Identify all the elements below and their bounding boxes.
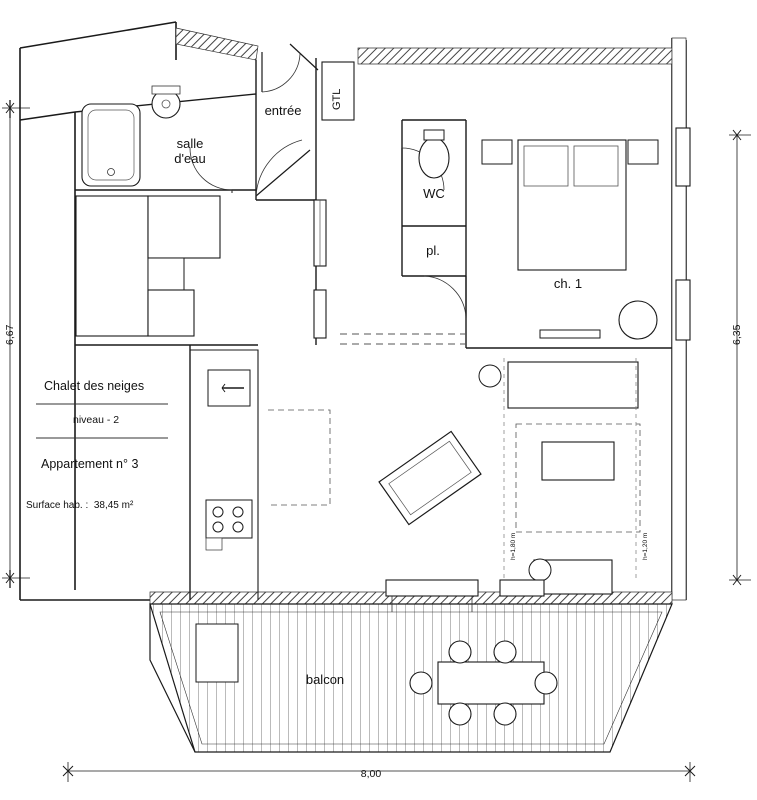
living-room-furniture	[268, 334, 640, 594]
doors	[256, 44, 466, 318]
kitchen-fixtures	[190, 350, 258, 600]
room-label-placard: pl.	[426, 243, 440, 258]
dimension-left: 6,67	[4, 324, 16, 345]
room-label-entree: entrée	[264, 103, 302, 118]
room-label-wc: WC	[423, 186, 445, 201]
window-height-label-1: h=1,80 m	[510, 532, 517, 560]
window-height-label-2: h=1,20 m	[642, 532, 649, 560]
chambre-1-furniture	[482, 140, 658, 339]
plan-level: niveau - 2	[73, 414, 120, 426]
left-room-furniture	[76, 196, 220, 336]
room-label-chambre-1: ch. 1	[553, 276, 583, 291]
plan-title: Chalet des neiges	[44, 379, 145, 393]
room-label-balcon: balcon	[305, 672, 345, 687]
wc-fixtures	[419, 130, 449, 178]
plan-surface: Surface hab. : 38,45 m²	[26, 500, 134, 511]
dimension-right: 6,35	[731, 324, 743, 345]
salle-d-eau-fixtures	[82, 86, 232, 193]
room-label-salle-eau: salle d'eau	[174, 136, 206, 166]
dimension-bottom: 8,00	[360, 768, 382, 780]
room-label-gtl: GTL	[331, 88, 343, 110]
plan-apartment: Appartement n° 3	[41, 457, 139, 471]
